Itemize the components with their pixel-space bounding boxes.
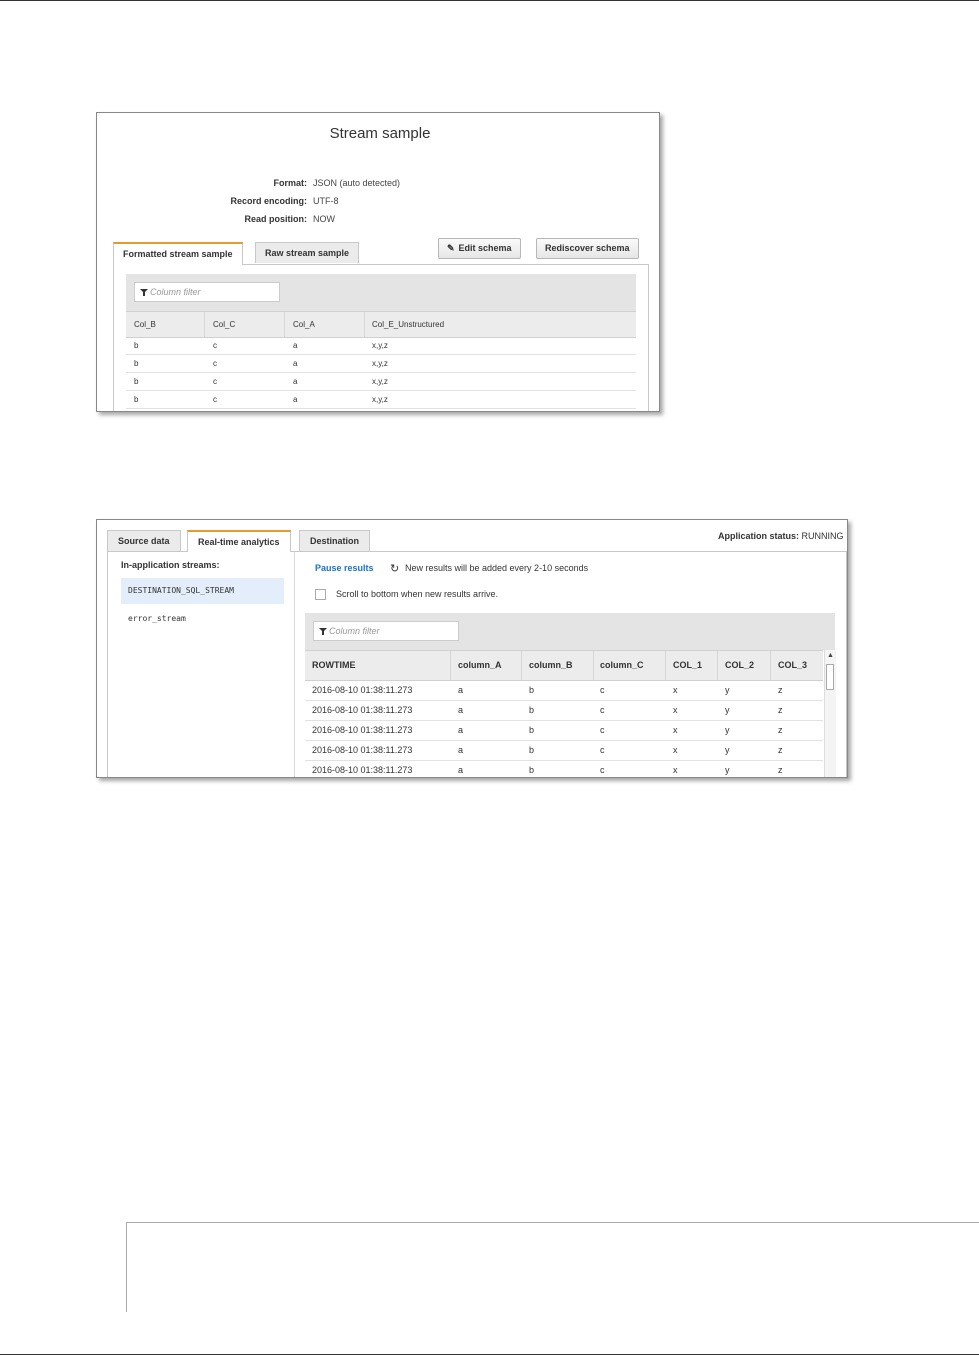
- table-cell: 2016-08-10 01:38:11.273: [312, 705, 413, 715]
- table-cell: a: [458, 685, 464, 695]
- table-cell: x,y,z: [372, 359, 388, 368]
- table-row: [305, 680, 823, 701]
- table-cell: b: [529, 705, 535, 715]
- stream-item-destination-sql-stream[interactable]: DESTINATION_SQL_STREAM: [121, 578, 284, 604]
- table-cell: a: [293, 341, 298, 350]
- meta-value: UTF-8: [313, 196, 339, 206]
- scroll-to-bottom-checkbox[interactable]: [315, 589, 326, 600]
- table-cell: x: [673, 705, 678, 715]
- filter-icon: [140, 289, 148, 293]
- filter-bar: [305, 613, 835, 650]
- table-cell: b: [529, 685, 535, 695]
- meta-value: NOW: [313, 214, 335, 224]
- column-divider: [717, 651, 718, 680]
- column-header[interactable]: Col_A: [293, 320, 315, 329]
- column-header[interactable]: Col_E_Unstructured: [372, 320, 445, 329]
- tab-source-data[interactable]: Source data: [107, 530, 181, 551]
- meta-read-position: [97, 214, 660, 228]
- table-row: [126, 391, 636, 409]
- edit-schema-label: Edit schema: [458, 243, 512, 253]
- column-filter-placeholder: Column filter: [329, 626, 380, 636]
- table-cell: x,y,z: [372, 395, 388, 404]
- table-cell: a: [458, 705, 464, 715]
- application-status-value: RUNNING: [801, 531, 844, 541]
- table-cell: y: [725, 725, 730, 735]
- stream-item-error-stream[interactable]: error_stream: [128, 614, 186, 623]
- column-header[interactable]: COL_3: [778, 660, 808, 670]
- pause-results-link[interactable]: Pause results: [315, 563, 374, 573]
- meta-key: Record encoding:: [230, 196, 307, 206]
- scrollbar-thumb[interactable]: [826, 664, 834, 690]
- column-header[interactable]: column_C: [600, 660, 644, 670]
- table-header: [305, 650, 823, 681]
- table-cell: c: [600, 725, 605, 735]
- table-cell: x: [673, 745, 678, 755]
- column-filter-input[interactable]: [134, 282, 280, 302]
- filter-bar: [126, 274, 636, 311]
- table-row: [126, 337, 636, 355]
- table-row: [305, 700, 823, 721]
- table-row: [305, 740, 823, 761]
- table-cell: c: [600, 685, 605, 695]
- realtime-analytics-screenshot: [96, 519, 848, 778]
- column-divider: [364, 312, 365, 337]
- pencil-icon: ✎: [447, 243, 455, 253]
- column-divider: [665, 651, 666, 680]
- table-cell: z: [778, 685, 783, 695]
- column-filter-placeholder: Column filter: [150, 287, 201, 297]
- table-cell: c: [213, 377, 217, 386]
- table-cell: x: [673, 685, 678, 695]
- meta-key: Format:: [273, 178, 307, 188]
- column-header[interactable]: column_B: [529, 660, 573, 670]
- table-cell: a: [293, 377, 298, 386]
- table-cell: b: [134, 359, 139, 368]
- table-cell: y: [725, 745, 730, 755]
- refresh-icon: ↻: [390, 563, 400, 575]
- column-divider: [593, 651, 594, 680]
- meta-format: [97, 178, 660, 192]
- table-cell: 2016-08-10 01:38:11.273: [312, 765, 413, 775]
- table-cell: c: [213, 341, 217, 350]
- table-cell: z: [778, 745, 783, 755]
- table-cell: 2016-08-10 01:38:11.273: [312, 725, 413, 735]
- table-cell: 2016-08-10 01:38:11.273: [312, 745, 413, 755]
- vertical-scrollbar[interactable]: [824, 650, 836, 778]
- streams-title: In-application streams:: [121, 560, 220, 570]
- tab-real-time-analytics[interactable]: Real-time analytics: [187, 530, 291, 552]
- scroll-to-bottom-label: Scroll to bottom when new results arrive.: [336, 589, 499, 599]
- table-cell: c: [213, 395, 217, 404]
- column-header[interactable]: ROWTIME: [312, 660, 356, 670]
- table-cell: 2016-08-10 01:38:11.273: [312, 685, 413, 695]
- column-header[interactable]: Col_C: [213, 320, 236, 329]
- column-divider: [770, 651, 771, 680]
- table-cell: b: [134, 395, 139, 404]
- column-filter-input[interactable]: [313, 621, 459, 641]
- scroll-up-arrow-icon[interactable]: ▲: [827, 652, 834, 659]
- page-top-rule: [0, 0, 979, 1]
- table-cell: b: [529, 725, 535, 735]
- analytics-body: [107, 551, 847, 778]
- application-status-label: Application status:: [718, 531, 800, 541]
- column-header[interactable]: Col_B: [134, 320, 156, 329]
- tab-raw-stream-sample[interactable]: Raw stream sample: [255, 242, 359, 263]
- tab-formatted-stream-sample[interactable]: Formatted stream sample: [113, 242, 243, 265]
- meta-value: JSON (auto detected): [313, 178, 401, 188]
- table-row: [305, 720, 823, 741]
- table-cell: c: [600, 765, 605, 775]
- edit-schema-button[interactable]: [438, 238, 521, 259]
- table-cell: c: [600, 745, 605, 755]
- table-cell: y: [725, 685, 730, 695]
- stream-sample-title: Stream sample: [329, 125, 431, 142]
- tab-destination[interactable]: Destination: [299, 530, 370, 551]
- table-cell: b: [529, 745, 535, 755]
- table-cell: x: [673, 765, 678, 775]
- table-cell: y: [725, 765, 730, 775]
- meta-record-encoding: [97, 196, 660, 210]
- rediscover-schema-button[interactable]: Rediscover schema: [536, 238, 639, 259]
- table-cell: x: [673, 725, 678, 735]
- table-cell: x,y,z: [372, 341, 388, 350]
- column-divider: [284, 312, 285, 337]
- table-cell: z: [778, 725, 783, 735]
- formatted-sample-panel: [113, 264, 649, 412]
- table-cell: a: [458, 765, 464, 775]
- table-cell: z: [778, 705, 783, 715]
- filter-icon: [319, 628, 327, 632]
- column-divider: [204, 312, 205, 337]
- table-cell: a: [458, 745, 464, 755]
- table-cell: b: [529, 765, 535, 775]
- streams-sidebar: [108, 552, 295, 778]
- table-header: [126, 311, 636, 338]
- column-header[interactable]: COL_1: [673, 660, 703, 670]
- meta-key: Read position:: [244, 214, 307, 224]
- table-row: [126, 355, 636, 373]
- table-row: [126, 373, 636, 391]
- table-row: [305, 760, 823, 778]
- table-cell: z: [778, 765, 783, 775]
- table-cell: x,y,z: [372, 377, 388, 386]
- table-cell: a: [293, 395, 298, 404]
- table-cell: c: [600, 705, 605, 715]
- code-block-box: [126, 1222, 979, 1312]
- table-cell: b: [134, 377, 139, 386]
- table-cell: c: [213, 359, 217, 368]
- table-cell: a: [293, 359, 298, 368]
- new-results-text: New results will be added every 2-10 seconds: [405, 563, 589, 573]
- column-divider: [450, 651, 451, 680]
- column-header[interactable]: column_A: [458, 660, 502, 670]
- column-divider: [521, 651, 522, 680]
- column-header[interactable]: COL_2: [725, 660, 755, 670]
- results-grid: [305, 613, 835, 778]
- table-cell: y: [725, 705, 730, 715]
- stream-sample-screenshot: [96, 112, 660, 412]
- application-status: [718, 531, 844, 541]
- table-cell: b: [134, 341, 139, 350]
- table-cell: a: [458, 725, 464, 735]
